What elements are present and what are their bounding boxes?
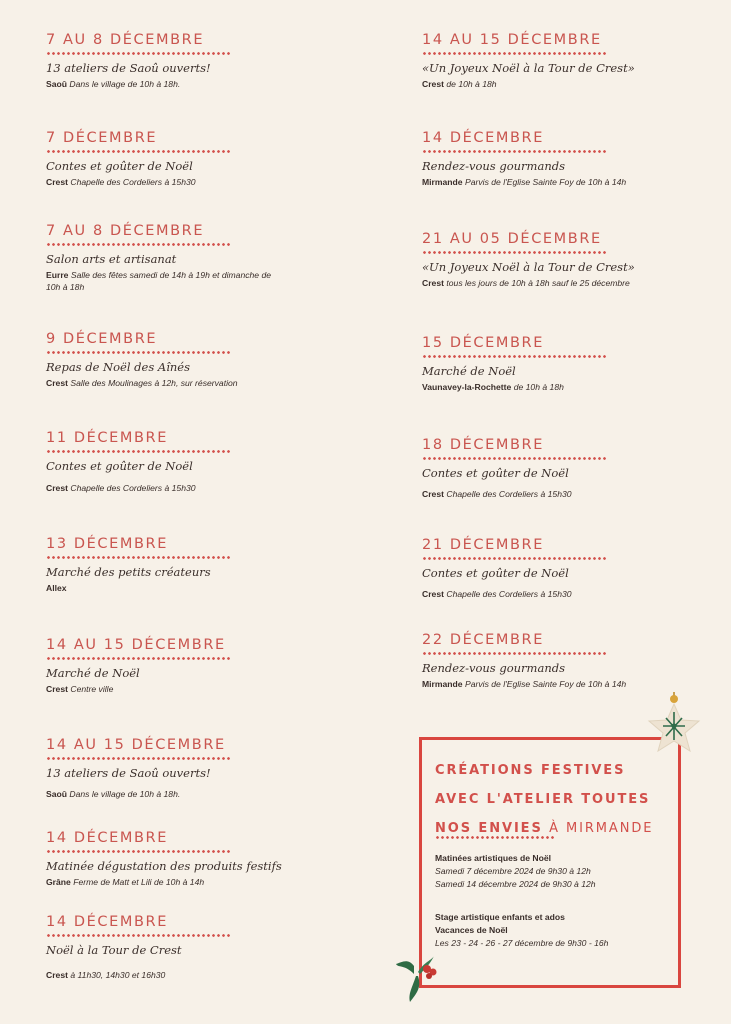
event-info: de 10h à 18h — [513, 382, 564, 392]
promo-heading — [435, 756, 675, 843]
holly-icon — [394, 954, 444, 1004]
event-detail — [46, 377, 286, 389]
event-item — [422, 536, 682, 600]
promo-section-stage — [435, 911, 670, 950]
event-date: 14 AU 15 DÉCEMBRE — [422, 32, 602, 48]
event-title: «Un Joyeux Noël à la Tour de Crest» — [422, 260, 635, 274]
dotted-divider — [422, 355, 608, 358]
event-detail — [46, 482, 286, 494]
event-place: Crest — [422, 278, 444, 288]
event-title: Rendez-vous gourmands — [422, 159, 565, 173]
dotted-divider — [422, 557, 608, 560]
event-place: Mirmande — [422, 679, 463, 689]
dotted-divider — [422, 251, 608, 254]
event-place: Saoû — [46, 79, 68, 89]
dotted-divider — [422, 457, 608, 460]
event-detail — [46, 78, 286, 90]
event-date: 14 AU 15 DÉCEMBRE — [46, 737, 226, 753]
event-info: Salle des fêtes samedi de 14h à 19h et dimanche de 10h à 18h — [46, 270, 272, 292]
dotted-divider — [46, 351, 232, 354]
promo-section-title: Matinées artistiques de Noël — [435, 853, 552, 863]
dotted-divider — [46, 757, 232, 760]
event-place: Eurre — [46, 270, 69, 280]
promo-section-title: Vacances de Noël — [435, 925, 508, 935]
event-date: 14 AU 15 DÉCEMBRE — [46, 637, 226, 653]
event-info: Parvis de l'Eglise Sainte Foy de 10h à 14h — [464, 177, 627, 187]
event-place: Crest — [46, 177, 68, 187]
event-info: Dans le village de 10h à 18h. — [69, 789, 181, 799]
event-place: Crest — [422, 489, 444, 499]
promo-heading-line: CRÉATIONS FESTIVES — [435, 763, 626, 778]
event-date: 14 DÉCEMBRE — [422, 130, 544, 146]
event-title: 13 ateliers de Saoû ouverts! — [46, 766, 211, 780]
event-date: 14 DÉCEMBRE — [46, 830, 168, 846]
promo-section-line: Samedi 7 décembre 2024 de 9h30 à 12h — [435, 866, 591, 876]
promo-heading-bold: NOS ENVIES — [435, 821, 543, 836]
event-item — [422, 129, 682, 188]
event-detail — [422, 277, 682, 289]
event-item — [46, 330, 286, 389]
event-detail — [422, 588, 682, 600]
event-item — [46, 31, 286, 90]
event-info: Chapelle des Cordeliers à 15h30 — [446, 589, 572, 599]
event-detail — [422, 381, 682, 393]
event-title: Contes et goûter de Noël — [46, 159, 193, 173]
event-title: 13 ateliers de Saoû ouverts! — [46, 61, 211, 75]
event-title: «Un Joyeux Noël à la Tour de Crest» — [422, 61, 635, 75]
event-date: 21 DÉCEMBRE — [422, 537, 544, 553]
event-detail — [46, 876, 286, 888]
event-place: Crest — [422, 79, 444, 89]
event-place: Crest — [46, 970, 68, 980]
event-info: Centre ville — [70, 684, 114, 694]
dotted-divider — [422, 52, 608, 55]
event-item — [422, 436, 682, 500]
event-info: Salle des Moulinages à 12h, sur réservation — [70, 378, 238, 388]
dotted-divider — [46, 52, 232, 55]
event-detail — [46, 788, 286, 800]
event-info: de 10h à 18h — [446, 79, 497, 89]
event-place: Grâne — [46, 877, 71, 887]
event-info: tous les jours de 10h à 18h sauf le 25 décembre — [446, 278, 630, 288]
event-info: Ferme de Matt et Lili de 10h à 14h — [73, 877, 205, 887]
star-ornament-icon — [641, 690, 707, 762]
dotted-divider — [46, 657, 232, 660]
event-title: Marché de Noël — [422, 364, 516, 378]
event-item — [46, 736, 286, 800]
event-item — [46, 429, 286, 494]
event-date: 7 AU 8 DÉCEMBRE — [46, 32, 205, 48]
event-title: Rendez-vous gourmands — [422, 661, 565, 675]
event-title: Contes et goûter de Noël — [46, 459, 193, 473]
dotted-divider — [435, 836, 555, 839]
event-place: Vaunavey-la-Rochette — [422, 382, 512, 392]
dotted-divider — [46, 556, 232, 559]
event-item — [46, 222, 286, 293]
event-place: Saoû — [46, 789, 68, 799]
dotted-divider — [46, 934, 232, 937]
event-date: 7 DÉCEMBRE — [46, 130, 158, 146]
event-item — [422, 631, 634, 690]
event-detail — [46, 683, 286, 695]
atelier-promo-box — [419, 737, 681, 988]
event-detail — [422, 176, 682, 188]
event-item — [422, 31, 682, 90]
promo-section-line: Samedi 14 décembre 2024 de 9h30 à 12h — [435, 879, 596, 889]
event-item — [46, 829, 286, 888]
event-detail — [46, 969, 286, 981]
event-title: Salon arts et artisanat — [46, 252, 177, 266]
event-detail — [46, 582, 286, 594]
event-place: Mirmande — [422, 177, 463, 187]
event-info: Chapelle des Cordeliers à 15h30 — [446, 489, 572, 499]
event-item — [46, 913, 286, 981]
dotted-divider — [46, 450, 232, 453]
dotted-divider — [46, 850, 232, 853]
event-date: 13 DÉCEMBRE — [46, 536, 168, 552]
event-detail — [422, 678, 634, 690]
event-date: 18 DÉCEMBRE — [422, 437, 544, 453]
dotted-divider — [46, 150, 232, 153]
event-title: Marché de Noël — [46, 666, 140, 680]
event-place: Crest — [46, 483, 68, 493]
event-info: Dans le village de 10h à 18h. — [69, 79, 181, 89]
promo-section-workshops — [435, 852, 670, 891]
event-title: Marché des petits créateurs — [46, 565, 211, 579]
dotted-divider — [422, 652, 608, 655]
promo-heading-location: À MIRMANDE — [549, 821, 654, 836]
event-title: Contes et goûter de Noël — [422, 466, 569, 480]
dotted-divider — [46, 243, 232, 246]
event-title: Matinée dégustation des produits festifs — [46, 859, 282, 873]
event-date: 22 DÉCEMBRE — [422, 632, 544, 648]
promo-section-line: Les 23 - 24 - 26 - 27 décembre de 9h30 - 16h — [435, 938, 609, 948]
event-place: Crest — [46, 378, 68, 388]
event-detail — [422, 488, 682, 500]
event-info: Chapelle des Cordeliers à 15h30 — [70, 483, 196, 493]
event-title: Repas de Noël des Aînés — [46, 360, 191, 374]
event-title: Noël à la Tour de Crest — [46, 943, 182, 957]
promo-section-title: Stage artistique enfants et ados — [435, 912, 565, 922]
event-place: Crest — [46, 684, 68, 694]
event-item — [422, 230, 682, 289]
event-detail — [46, 176, 286, 188]
event-date: 9 DÉCEMBRE — [46, 331, 158, 347]
event-date: 15 DÉCEMBRE — [422, 335, 544, 351]
event-detail — [46, 269, 286, 293]
event-item — [46, 636, 286, 695]
event-info: à 11h30, 14h30 et 16h30 — [70, 970, 166, 980]
event-date: 21 AU 05 DÉCEMBRE — [422, 231, 602, 247]
event-item — [46, 129, 286, 188]
event-place: Allex — [46, 583, 67, 593]
event-detail — [422, 78, 682, 90]
event-info: Chapelle des Cordeliers à 15h30 — [70, 177, 196, 187]
event-date: 11 DÉCEMBRE — [46, 430, 168, 446]
event-date: 14 DÉCEMBRE — [46, 914, 168, 930]
event-item — [46, 535, 286, 594]
promo-heading-line: AVEC L'ATELIER TOUTES — [435, 792, 651, 807]
dotted-divider — [422, 150, 608, 153]
event-date: 7 AU 8 DÉCEMBRE — [46, 223, 205, 239]
event-info: Parvis de l'Eglise Sainte Foy de 10h à 14h — [464, 679, 627, 689]
event-place: Crest — [422, 589, 444, 599]
event-item — [422, 334, 682, 393]
event-title: Contes et goûter de Noël — [422, 566, 569, 580]
